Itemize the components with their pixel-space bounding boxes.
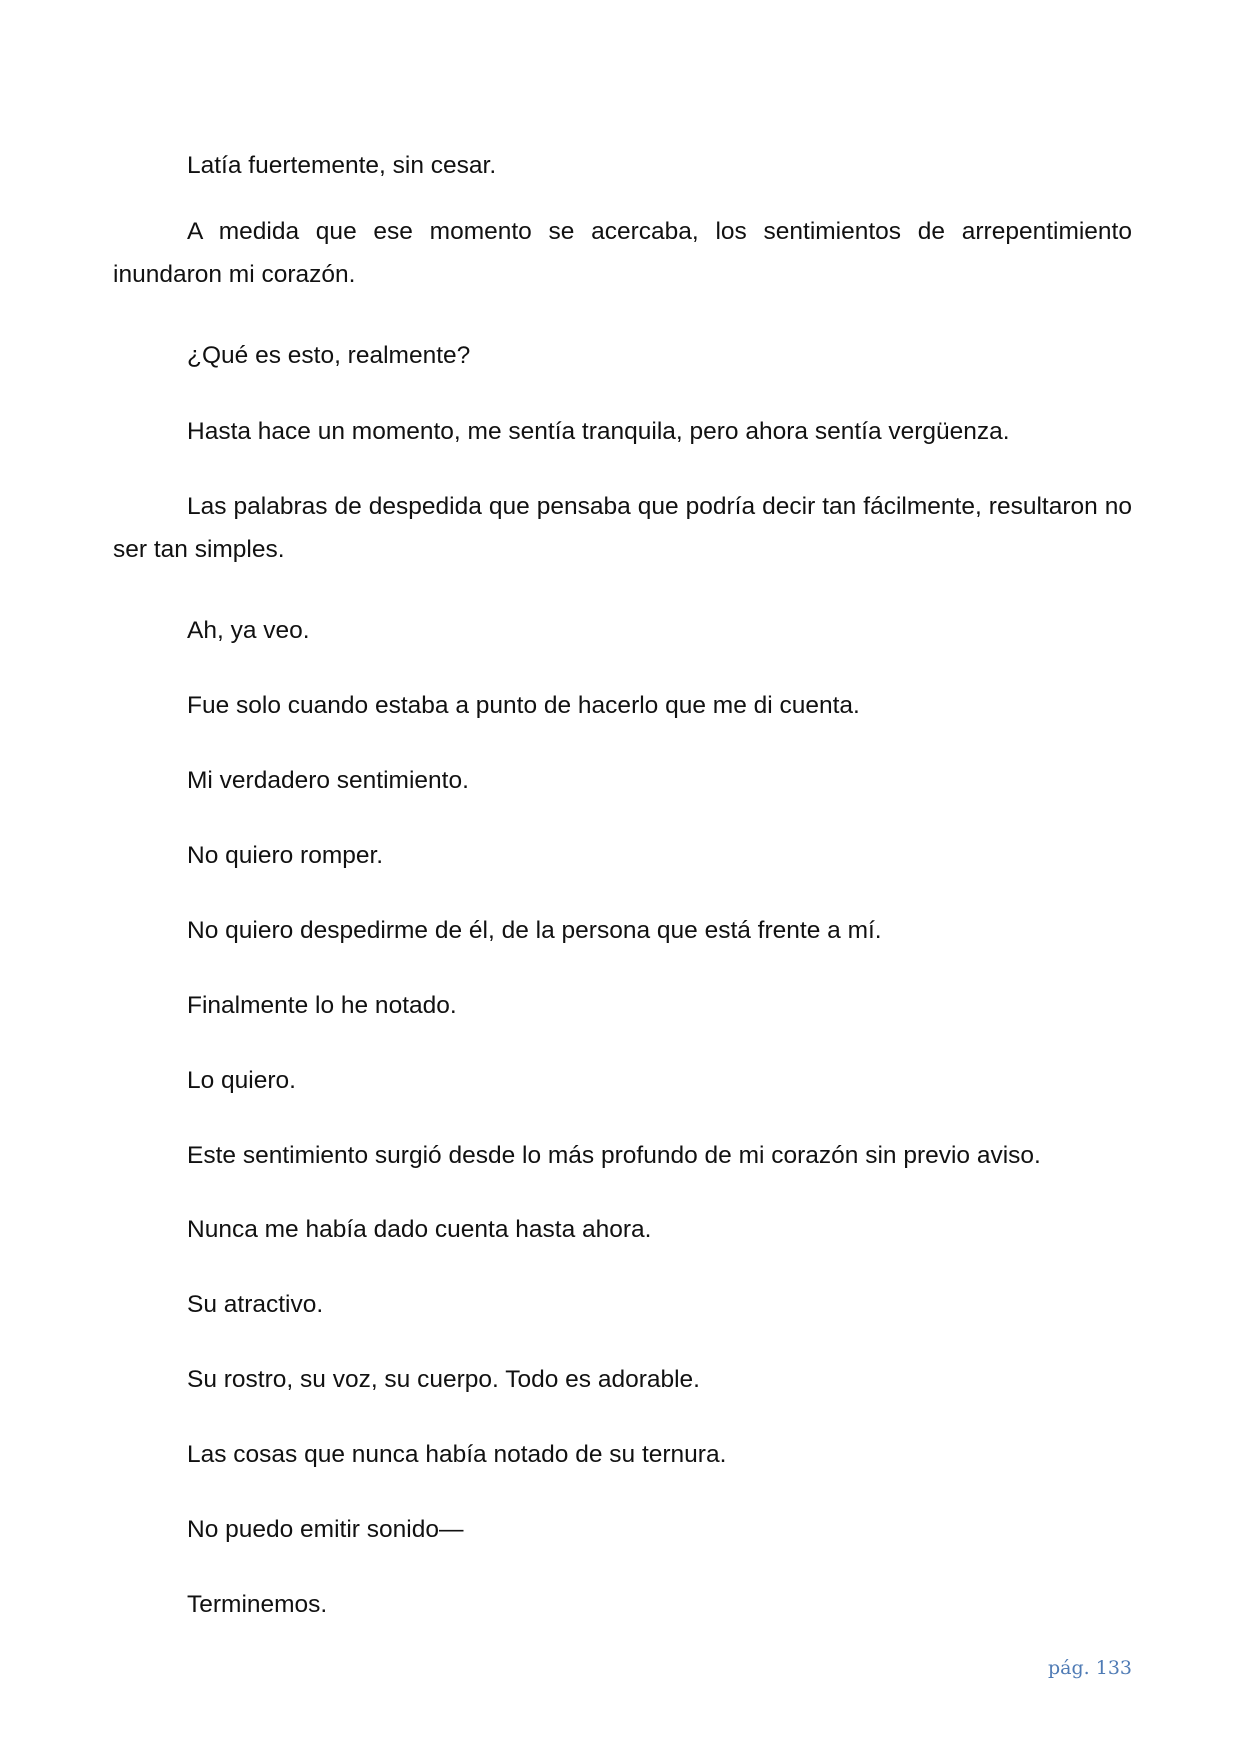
paragraph: Lo quiero.: [187, 1067, 296, 1094]
paragraph: Este sentimiento surgió desde lo más profundo de mi corazón sin previo aviso.: [187, 1142, 1041, 1169]
page-number: pág. 133: [1048, 1657, 1132, 1679]
paragraph: No quiero romper.: [187, 842, 384, 869]
paragraph: Su atractivo.: [187, 1291, 324, 1318]
paragraph: Mi verdadero sentimiento.: [187, 767, 469, 794]
paragraph: ¿Qué es esto, realmente?: [187, 342, 471, 369]
paragraph: A medida que ese momento se acercaba, los sentimientos de arrepentimiento inundaron mi corazón.: [113, 218, 1132, 288]
paragraph: Las palabras de despedida que pensaba que podría decir tan fácilmente, resultaron no ser tan simples.: [113, 493, 1132, 563]
paragraph: Ah, ya veo.: [187, 617, 310, 644]
paragraph: Finalmente lo he notado.: [187, 992, 457, 1019]
paragraph: No quiero despedirme de él, de la persona que está frente a mí.: [187, 917, 882, 944]
paragraph: No puedo emitir sonido—: [187, 1516, 464, 1543]
paragraph: Latía fuertemente, sin cesar.: [187, 152, 497, 179]
paragraph: Terminemos.: [187, 1591, 328, 1618]
paragraph: Las cosas que nunca había notado de su ternura.: [187, 1441, 727, 1468]
paragraph: Nunca me había dado cuenta hasta ahora.: [187, 1216, 652, 1243]
paragraph: Su rostro, su voz, su cuerpo. Todo es adorable.: [187, 1366, 700, 1393]
paragraph: Hasta hace un momento, me sentía tranquila, pero ahora sentía vergüenza.: [187, 418, 1010, 445]
paragraph: Fue solo cuando estaba a punto de hacerlo que me di cuenta.: [187, 692, 860, 719]
